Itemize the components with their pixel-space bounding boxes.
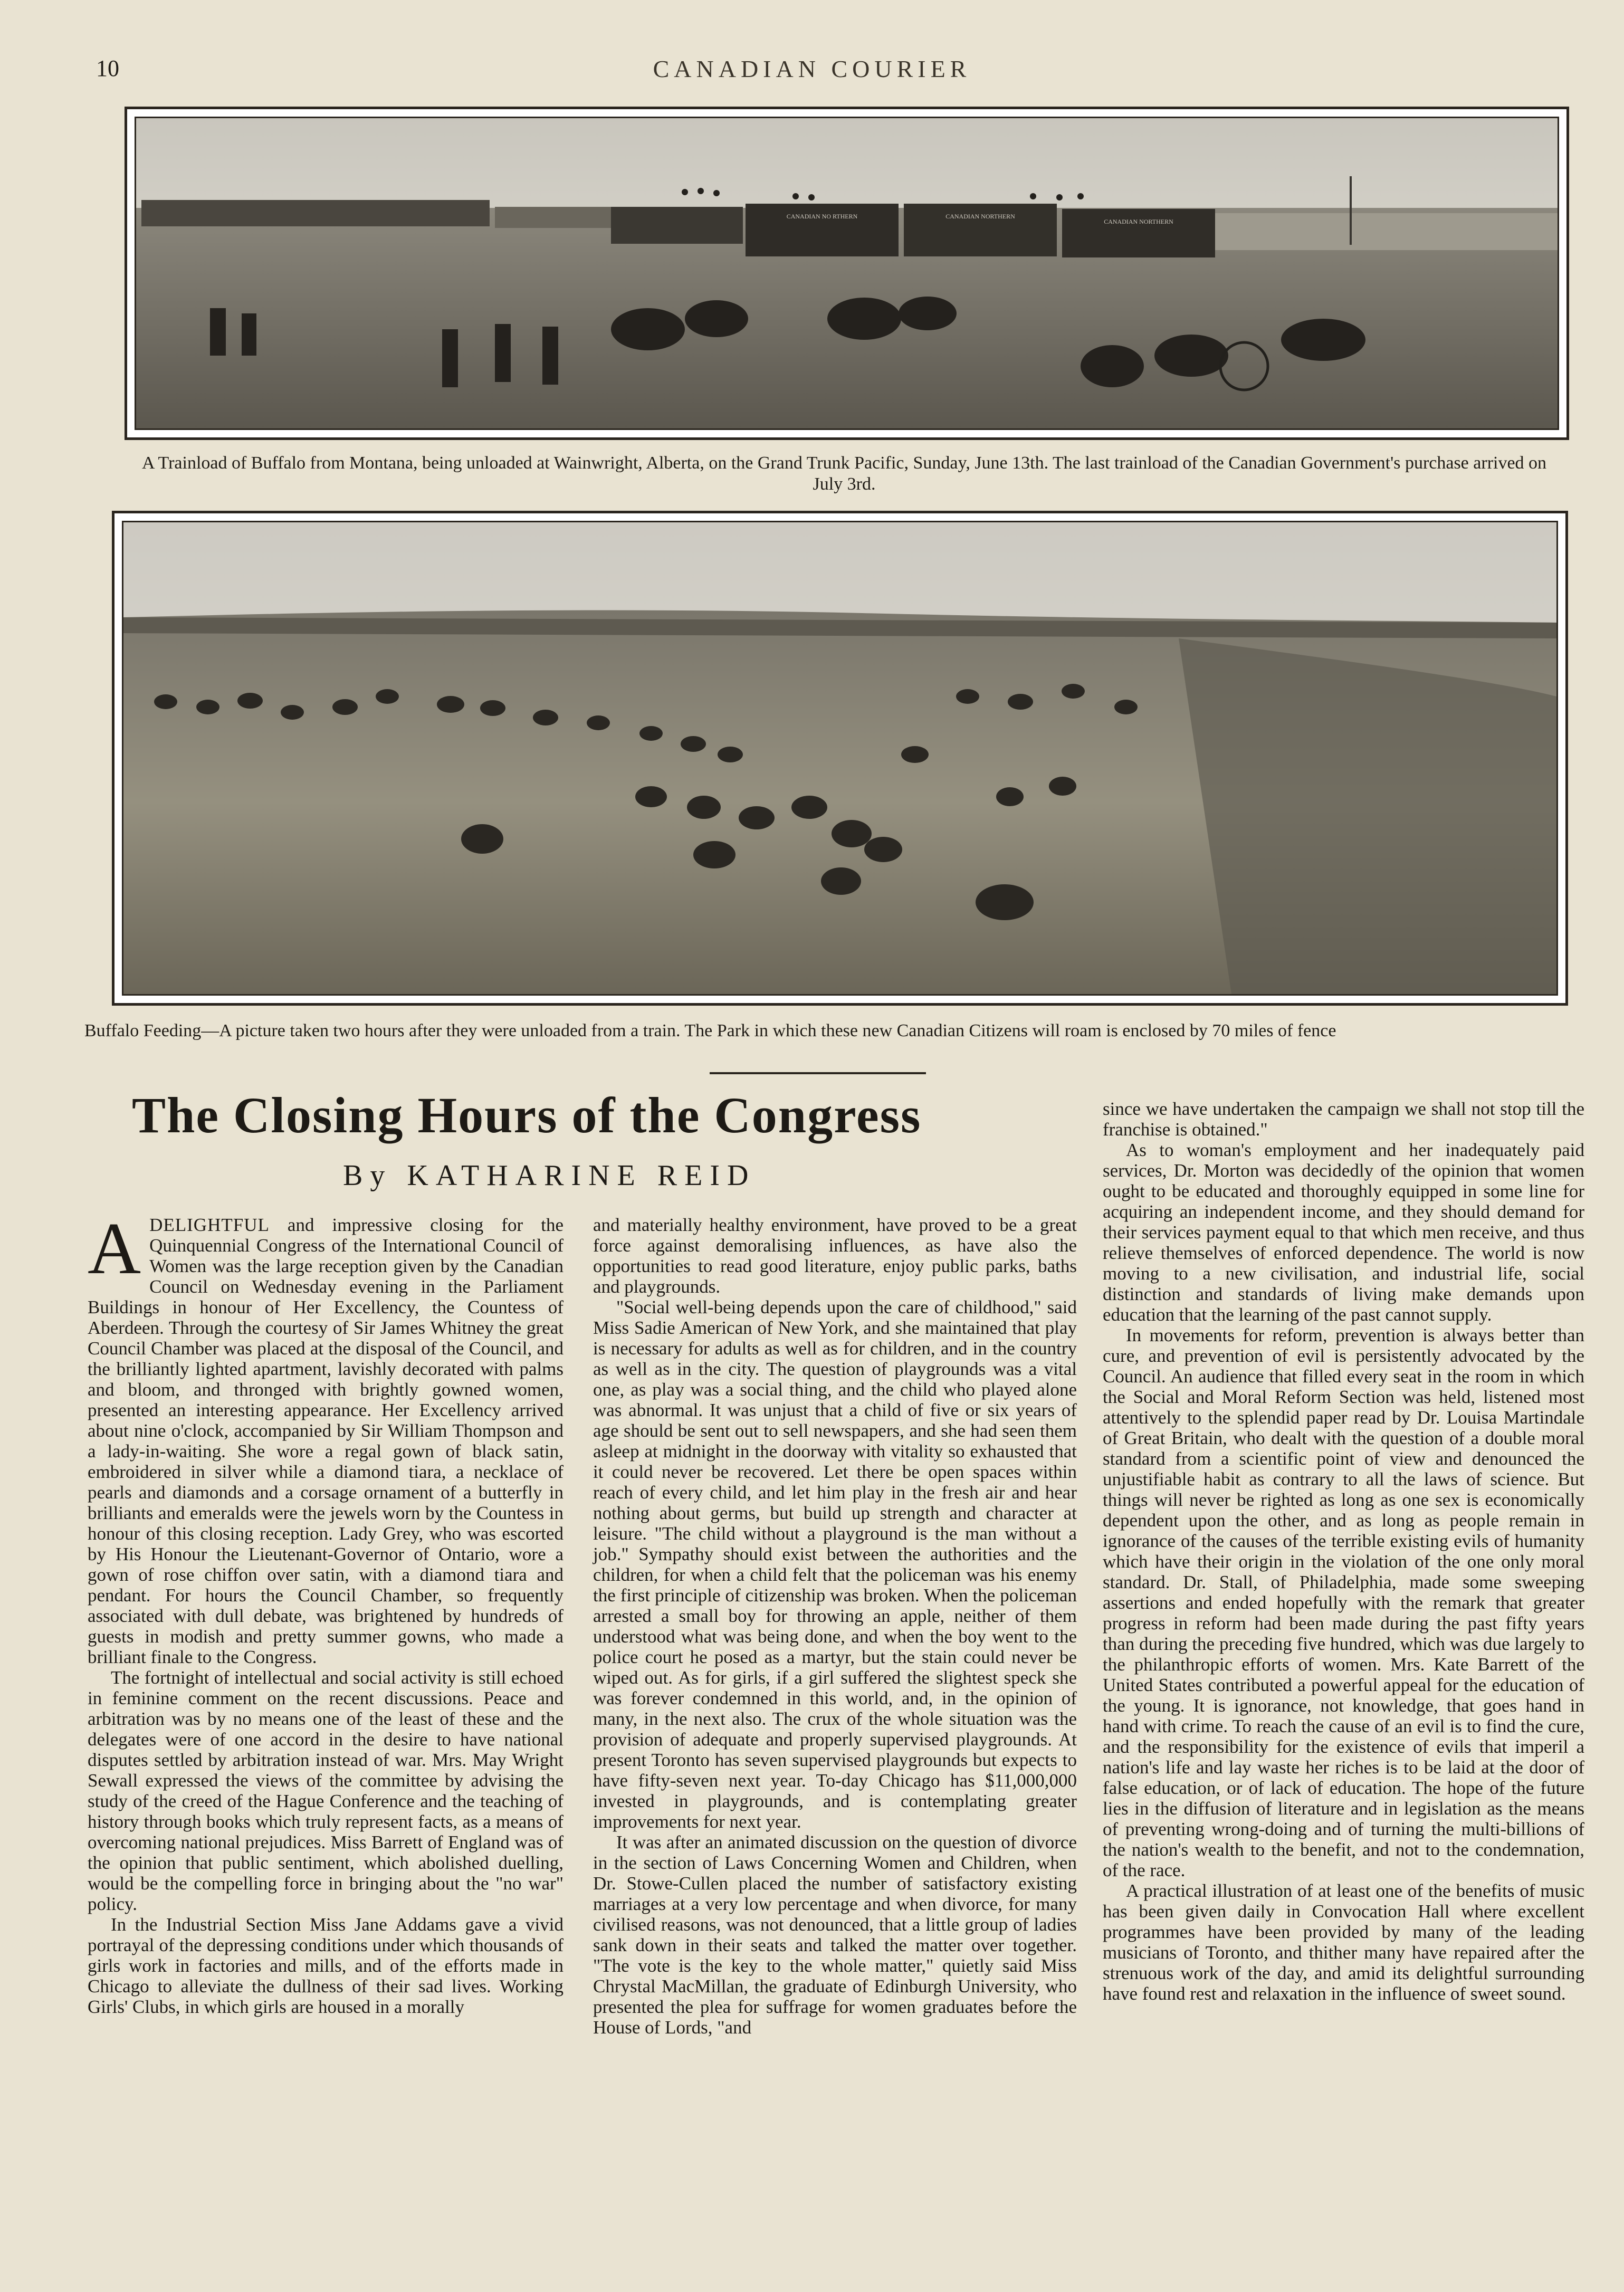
paragraph: and materially healthy environment, have proved to be a great force against demoralising influences, as have also the opportunities to read good literature, enjoy public parks, baths and playgrounds. <box>593 1215 1077 1297</box>
paragraph: As to woman's employment and her inadequately paid services, Dr. Morton was decidedly of the opinion that women ought to be educated and thoroughly equipped in some line for acquiring an independent income, and they should demand for their services payment equal to that which men receive, and thus relieve themselves of enforced dependence. The world is now moving to a new civilisation, and industrial life, social distinction and standards of living make demands upon education that the learning of the past cannot supply. <box>1103 1140 1584 1325</box>
paragraph: A practical illustration of at least one of the benefits of music has been given daily in Convocation Hall where excellent programmes have been provided by many of the leading musicians of Toronto, and thither many have repaired after the strenuous work of the day, and amid its delightful surrounding have found rest and relaxation in the influence of sweet sound. <box>1103 1880 1584 2004</box>
paragraph: In movements for reform, prevention is always better than cure, and prevention of evil is persistently advocated by the Council. An audience that filled every seat in the room in which the Social and Moral Reform Section was held, listened most attentively to the splendid paper read by Dr. Louisa Martindale of Great Britain, who dealt with the question of a double moral standard from a scientific point of view and denounced the unjustifiable habit as contrary to all the laws of science. But things will never be righted as long as one sex is economically dependent upon the other, and as long as people remain in ignorance of the causes of the terrible existing evils of humanity which have their origin in the violation of the one only moral standard. Dr. Stall, of Philadelphia, made some sweeping assertions and ended hopefully with the remark that greater progress in reform had been made during the past fifty years than during the preceding five hundred, which was due largely to the philanthropic efforts of women. Mrs. Kate Barrett of the United States contributed a powerful appeal for the education of the young. It is ignorance, not knowledge, that goes hand in hand with crime. To reach the cause of an evil is to find the cure, and the responsibility for the existence of evils that imperil a nation's life and lay waste her riches is to be laid at the door of false education, or of lack of education. The hope of the future lies in the diffusion of literature and in legislation as the means of preventing wrong-doing and of turning the multi-billions of the nation's wealth to the benefit, and not to the condemnation, of the race. <box>1103 1325 1584 1880</box>
photo-train-caption: A Trainload of Buffalo from Montana, being unloaded at Wainwright, Alberta, on the Grand Trunk Pacific, Sunday, June 13th. The last trainload of the Canadian Government's purchase arrived on July 3rd. <box>141 453 1547 494</box>
car-label-3: CANADIAN NORTHERN <box>1104 218 1173 225</box>
photo-buffalo <box>122 521 1558 996</box>
car-label-2: CANADIAN NORTHERN <box>945 213 1015 220</box>
photo-buffalo-caption: Buffalo Feeding—A picture taken two hours after they were unloaded from a train. The Park in which these new Canadian Citizens will roam is enclosed by 70 miles of fence <box>84 1021 1336 1040</box>
photo-train <box>135 117 1559 430</box>
article-column-2 <box>593 1215 1077 2038</box>
paragraph: It was after an animated discussion on the question of divorce in the section of Laws Concerning Women and Children, when Dr. Stowe-Cullen placed the number of satisfactory existing marriages at a very low percentage and when divorce, for many civilised reasons, was not denounced, that a little group of ladies sank down in their seats and talked the matter over together. "The vote is the key to the whole matter," quietly said Miss Chrystal MacMillan, the graduate of Edinburgh University, who presented the plea for suffrage for women graduates before the House of Lords, "and <box>593 1832 1077 2038</box>
photo-buffalo-frame <box>112 511 1568 1006</box>
article-byline: By KATHARINE REID <box>343 1159 756 1192</box>
running-head: CANADIAN COURIER <box>653 55 971 82</box>
paragraph: The fortnight of intellectual and social activity is still echoed in feminine comment on the recent discussions. Peace and arbitration was by no means one of the least of these and the delegates were of one accord in the desire to have national disputes settled by arbitration instead of war. Mrs. May Wright Sewall expressed the views of the committee by advising the study of the creed of the Hague Conference and the teaching of history through books which truly represent facts, as a means of overcoming national prejudices. Miss Barrett of England was of the opinion that public sentiment, which abolished duelling, would be the compelling force in bringing about the "no war" policy. <box>88 1667 563 1914</box>
photo-train-frame <box>125 107 1569 440</box>
article-title: The Closing Hours of the Congress <box>132 1087 922 1143</box>
car-label-1: CANADIAN NO RTHERN <box>786 213 858 220</box>
page-number: 10 <box>96 55 119 81</box>
section-rule <box>710 1072 926 1074</box>
lead-caps: DELIGHTFUL <box>149 1215 270 1235</box>
paragraph: "Social well-being depends upon the care of childhood," said Miss Sadie American of New York, and she maintained that play is necessary for adults as well as for children, and in the country as well as in the city. The question of playgrounds was a vital one, as play was a social thing, and the child who played alone was abnormal. It was unjust that a child of five or six years of age should be sent out to sell newspapers, and she had seen them asleep at midnight in the doorway with vitality so exhausted that it could never be recovered. Let there be open spaces within reach of every child, and let him play in the fresh air and hear nothing about germs, but build up strength and character at leisure. "The child without a playground is the man without a job." Sympathy should exist between the authorities and the children, for when a child felt that the policeman was his enemy the first principle of citizenship was broken. When the policeman arrested a small boy for throwing an apple, neither of them understood what was being done, and when the boy went to the police court he posed as a martyr, but the stain could never be wiped out. As for girls, if a girl suffered the slightest speck she was forever condemned in this world, and, in the opinion of many, in the next also. The crux of the whole situation was the provision of adequate and properly supervised playgrounds. At present Toronto has seven supervised playgrounds but expects to have fifty-seven next year. To-day Chicago has $11,000,000 invested in playgrounds, and is contemplating greater improvements for next year. <box>593 1297 1077 1832</box>
paragraph: In the Industrial Section Miss Jane Addams gave a vivid portrayal of the depressing conditions under which thousands of girls work in factories and mills, and of the efforts made in Chicago to alleviate the dullness of their sad lives. Working Girls' Clubs, in which girls are housed in a morally <box>88 1914 563 2017</box>
article-column-1 <box>88 1208 563 2017</box>
article-column-3 <box>1103 1099 1584 2004</box>
paragraph: ADELIGHTFUL and impressive closing for the Quinquennial Congress of the International Council of Women was the large reception given by the Canadian Council on Wednesday evening in the Parliament Buildings in honour of Her Excellency, the Countess of Aberdeen. Through the courtesy of Sir James Whitney the great Council Chamber was placed at the disposal of the Council, and the brilliantly lighted apartment, lavishly decorated with palms and bloom, and thronged with brightly gowned women, presented an interesting appearance. Her Excellency arrived about nine o'clock, accompanied by Sir William Thompson and a lady-in-waiting. She wore a regal gown of black satin, embroidered in silver while a diamond tiara, a necklace of pearls and diamonds and a corsage ornament of a butterfly in brilliants and emeralds were the jewels worn by the Countess in honour of this closing reception. Lady Grey, who was escorted by His Honour the Lieutenant-Governor of Ontario, wore a gown of rose chiffon over satin, with a diamond tiara and pendant. For hours the Council Chamber, so frequently associated with dull debate, was brightened by hundreds of guests in modish and pretty summer gowns, who made a brilliant finale to the Congress. <box>88 1208 563 1667</box>
drop-cap: A <box>88 1208 141 1290</box>
paragraph: since we have undertaken the campaign we shall not stop till the franchise is obtained." <box>1103 1099 1584 1140</box>
